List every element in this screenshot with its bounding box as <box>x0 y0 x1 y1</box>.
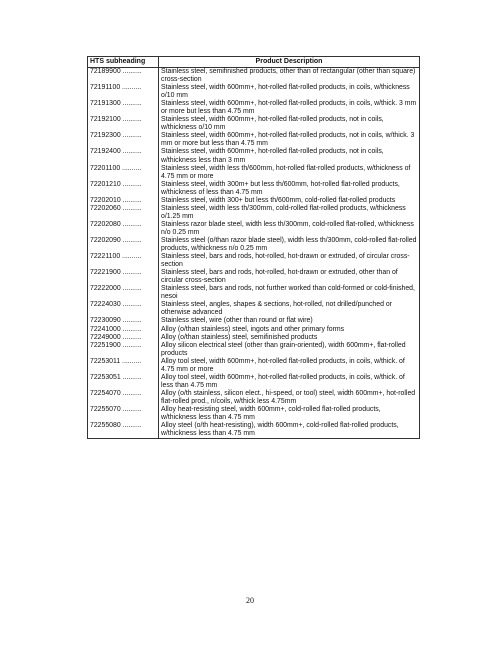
hts-code: 72230090 .......... <box>88 317 159 325</box>
hts-table <box>87 56 420 439</box>
page-number: 20 <box>246 596 254 605</box>
table-row <box>88 221 420 237</box>
table-header <box>88 57 420 68</box>
product-description: Stainless steel, bars and rods, hot-rolled, hot-drawn or extruded, of circular cross-section <box>159 253 420 269</box>
product-description: Alloy tool steel, width 600mm+, hot-rolled flat-rolled products, in coils, w/thick. of less than 4.75 mm <box>159 374 420 390</box>
product-description: Stainless steel, width 600mm+, hot-rolled flat-rolled products, in coils, w/thickness o/10 mm <box>159 84 420 100</box>
hts-code: 72189900 .......... <box>88 68 159 85</box>
hts-code: 72191300 .......... <box>88 100 159 116</box>
product-description: Stainless steel, width less th/300mm, cold-rolled flat-rolled products, w/thickness o/1.25 mm <box>159 205 420 221</box>
product-description: Alloy silicon electrical steel (other than grain-oriented), width 600mm+, flat-rolled products <box>159 342 420 358</box>
product-description: Stainless steel, wire (other than round or flat wire) <box>159 317 420 325</box>
hts-code: 72254070 .......... <box>88 390 159 406</box>
table-row <box>88 406 420 422</box>
product-description: Stainless steel, width 600mm+, hot-rolled flat-rolled products, not in coils, w/thick. 3 mm or more but less than 4.75 mm <box>159 132 420 148</box>
header-hts-subheading: HTS subheading <box>88 57 159 68</box>
table-row <box>88 342 420 358</box>
product-description: Stainless steel, width 300+ but less th/600mm, cold-rolled flat-rolled products <box>159 197 420 205</box>
product-description: Stainless steel, width 600mm+, hot-rolled flat-rolled products, not in coils, w/thickness o/10 mm <box>159 116 420 132</box>
table-row <box>88 181 420 197</box>
table-row <box>88 205 420 221</box>
hts-code: 72192300 .......... <box>88 132 159 148</box>
table-body <box>88 68 420 439</box>
table-row <box>88 334 420 342</box>
table-row <box>88 132 420 148</box>
hts-code: 72192400 .......... <box>88 148 159 164</box>
hts-code: 72201210 .......... <box>88 181 159 197</box>
product-description: Alloy heat-resisting steel, width 600mm+, cold-rolled flat-rolled products, w/thickness less than 4.75 mm <box>159 406 420 422</box>
header-row <box>88 57 420 68</box>
hts-code: 72201100 .......... <box>88 165 159 181</box>
table-row <box>88 116 420 132</box>
hts-code: 72255080 .......... <box>88 422 159 439</box>
hts-code: 72192100 .......... <box>88 116 159 132</box>
table-row <box>88 285 420 301</box>
hts-code: 72249000 .......... <box>88 334 159 342</box>
table-row <box>88 390 420 406</box>
table-row <box>88 422 420 439</box>
hts-code: 72251900 .......... <box>88 342 159 358</box>
table-row <box>88 317 420 325</box>
product-description: Stainless razor blade steel, width less th/300mm, cold-rolled flat-rolled, w/thickness n/o 0.25 mm <box>159 221 420 237</box>
hts-code: 72224030 .......... <box>88 301 159 317</box>
hts-code: 72255070 .......... <box>88 406 159 422</box>
hts-code: 72221100 .......... <box>88 253 159 269</box>
table-row <box>88 326 420 334</box>
product-description: Stainless steel, width 600mm+, hot-rolled flat-rolled products, not in coils, w/thickness less than 3 mm <box>159 148 420 164</box>
table-row <box>88 237 420 253</box>
table-row <box>88 165 420 181</box>
product-description: Stainless steel, width less th/600mm, hot-rolled flat-rolled products, w/thickness of 4.75 mm or more <box>159 165 420 181</box>
hts-code: 72202080 .......... <box>88 221 159 237</box>
table-row <box>88 269 420 285</box>
hts-code: 72253051 .......... <box>88 374 159 390</box>
table-row <box>88 358 420 374</box>
hts-code: 72202010 .......... <box>88 197 159 205</box>
table-row <box>88 301 420 317</box>
product-description: Alloy (o/than stainless) steel, semifinished products <box>159 334 420 342</box>
product-description: Stainless steel, width 600mm+, hot-rolled flat-rolled products, in coils, w/thick. 3 mm or more but less than 4.75 mm <box>159 100 420 116</box>
product-description: Stainless steel, angles, shapes & sections, hot-rolled, not drilled/punched or otherwise advanced <box>159 301 420 317</box>
table-row <box>88 84 420 100</box>
product-description: Stainless steel, bars and rods, hot-rolled, hot-drawn or extruded, other than of circular cross-section <box>159 269 420 285</box>
product-description: Stainless steel, bars and rods, not further worked than cold-formed or cold-finished, nesoi <box>159 285 420 301</box>
table-row <box>88 100 420 116</box>
product-description: Alloy tool steel, width 600mm+, hot-rolled flat-rolled products, in coils, w/thick. of 4.75 mm or more <box>159 358 420 374</box>
table-row <box>88 148 420 164</box>
product-description: Stainless steel, width 300m+ but less th/600mm, hot-rolled flat-rolled products, w/thickness of less than 4.75 mm <box>159 181 420 197</box>
hts-code: 72221900 .......... <box>88 269 159 285</box>
header-product-description: Product Description <box>159 57 420 68</box>
hts-code: 72202090 .......... <box>88 237 159 253</box>
hts-code: 72202060 .......... <box>88 205 159 221</box>
product-description: Stainless steel, semifinished products, other than of rectangular (other than square) cross-section <box>159 68 420 85</box>
hts-code: 72253011 .......... <box>88 358 159 374</box>
table-row <box>88 374 420 390</box>
hts-code: 72241000 .......... <box>88 326 159 334</box>
product-description: Alloy (o/th stainless, silicon elect., hi-speed, or tool) steel, width 600mm+, hot-rolled flat-rolled prod., n/coils, w/thick less 4.75mm <box>159 390 420 406</box>
product-description: Alloy (o/than stainless) steel, ingots and other primary forms <box>159 326 420 334</box>
table-row <box>88 68 420 85</box>
hts-code: 72222000 .......... <box>88 285 159 301</box>
hts-code: 72191100 .......... <box>88 84 159 100</box>
product-description: Alloy steel (o/th heat-resisting), width 600mm+, cold-rolled flat-rolled products, w/thickness less than 4.75 mm <box>159 422 420 439</box>
table-row <box>88 253 420 269</box>
table-row <box>88 197 420 205</box>
product-description: Stainless steel (o/than razor blade steel), width less th/300mm, cold-rolled flat-rolled products, w/thickness n/o 0.25 mm <box>159 237 420 253</box>
